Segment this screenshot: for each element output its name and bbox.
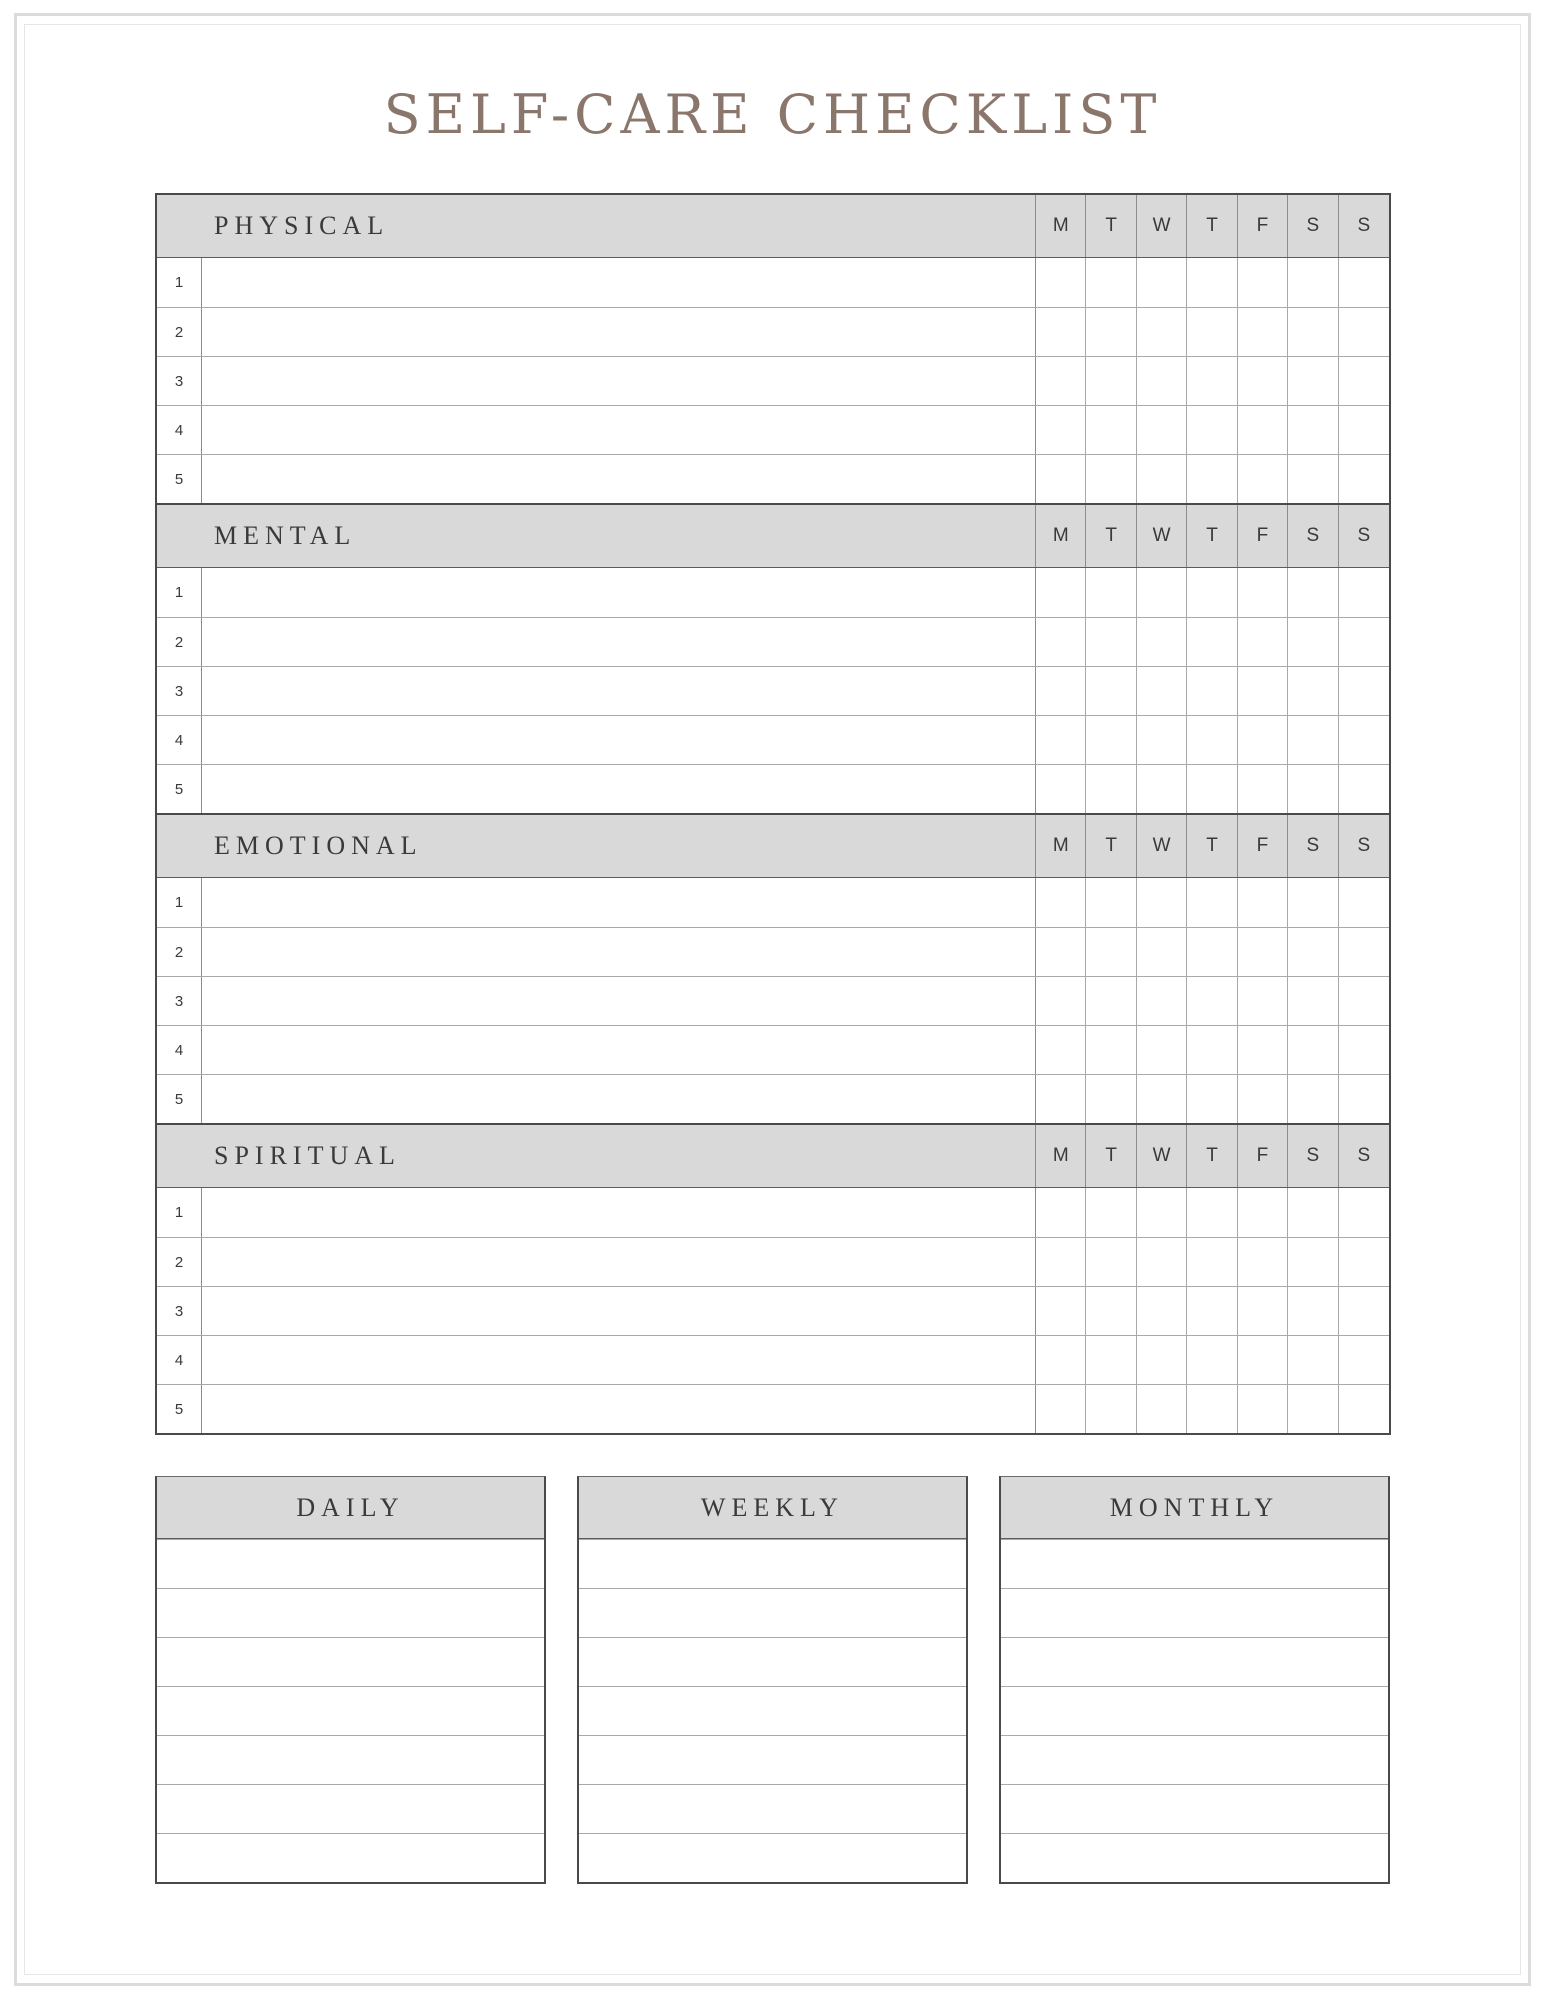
day-checkbox[interactable] <box>1036 1336 1086 1384</box>
day-checkbox[interactable] <box>1137 1385 1187 1433</box>
day-header: W <box>1137 815 1187 877</box>
day-header: M <box>1036 195 1086 257</box>
period-line[interactable] <box>157 1784 544 1833</box>
day-checkbox[interactable] <box>1288 1238 1338 1286</box>
day-checkbox[interactable] <box>1137 406 1187 454</box>
day-checkbox[interactable] <box>1036 1188 1086 1237</box>
day-checkbox[interactable] <box>1187 1385 1237 1433</box>
day-checkbox[interactable] <box>1137 1026 1187 1074</box>
day-checkbox[interactable] <box>1238 1026 1288 1074</box>
section-header <box>157 815 1389 878</box>
day-checkbox[interactable] <box>1137 928 1187 976</box>
checklist-row <box>157 1025 1389 1074</box>
row-number: 2 <box>157 1238 202 1286</box>
period-line[interactable] <box>157 1637 544 1686</box>
day-checkbox[interactable] <box>1288 1336 1338 1384</box>
task-field[interactable] <box>202 357 1036 405</box>
day-checkbox[interactable] <box>1036 1238 1086 1286</box>
day-checkbox[interactable] <box>1339 618 1389 666</box>
checklist-row <box>157 1188 1389 1237</box>
day-checkbox[interactable] <box>1187 406 1237 454</box>
day-checkbox[interactable] <box>1187 455 1237 503</box>
day-checkbox[interactable] <box>1238 1287 1288 1335</box>
task-field[interactable] <box>202 308 1036 356</box>
day-checkbox[interactable] <box>1086 618 1136 666</box>
day-checkbox[interactable] <box>1086 455 1136 503</box>
day-checkbox[interactable] <box>1137 667 1187 715</box>
section-physical <box>157 195 1389 503</box>
row-number: 4 <box>157 1026 202 1074</box>
day-checkbox[interactable] <box>1339 406 1389 454</box>
row-number: 3 <box>157 977 202 1025</box>
task-field[interactable] <box>202 1026 1036 1074</box>
day-checkbox[interactable] <box>1339 1075 1389 1123</box>
checklist-row <box>157 927 1389 976</box>
checklist-row <box>157 617 1389 666</box>
day-checkbox[interactable] <box>1187 568 1237 617</box>
day-header: W <box>1137 1125 1187 1187</box>
day-checkbox[interactable] <box>1238 928 1288 976</box>
day-checkbox[interactable] <box>1086 308 1136 356</box>
day-checkbox[interactable] <box>1137 878 1187 927</box>
day-checkbox[interactable] <box>1137 258 1187 307</box>
day-checkbox[interactable] <box>1086 1385 1136 1433</box>
day-checkbox[interactable] <box>1086 878 1136 927</box>
period-line[interactable] <box>157 1735 544 1784</box>
day-checkbox[interactable] <box>1238 878 1288 927</box>
day-checkbox[interactable] <box>1086 1075 1136 1123</box>
day-header: S <box>1357 835 1371 856</box>
day-checkbox[interactable] <box>1339 357 1389 405</box>
period-line[interactable] <box>157 1833 544 1882</box>
task-field[interactable] <box>202 568 1036 617</box>
day-checkbox[interactable] <box>1288 1026 1338 1074</box>
checklist-row <box>157 666 1389 715</box>
day-checkbox[interactable] <box>1288 878 1338 927</box>
task-field[interactable] <box>202 765 1036 813</box>
task-field[interactable] <box>202 977 1036 1025</box>
day-checkbox[interactable] <box>1137 568 1187 617</box>
day-header: F <box>1238 505 1288 567</box>
day-checkbox[interactable] <box>1036 308 1086 356</box>
day-checkbox[interactable] <box>1187 1238 1237 1286</box>
row-number: 1 <box>157 568 202 617</box>
day-header: S <box>1288 1125 1338 1187</box>
page-title: SELF-CARE CHECKLIST <box>383 83 1162 146</box>
row-number: 5 <box>157 1385 202 1433</box>
period-line[interactable] <box>1001 1735 1388 1784</box>
header-spacer <box>157 195 202 257</box>
section-title: SPIRITUAL <box>202 1125 1036 1187</box>
day-checkbox[interactable] <box>1288 765 1338 813</box>
day-checkbox[interactable] <box>1238 258 1288 307</box>
row-number: 4 <box>157 716 202 764</box>
day-header: S <box>1357 1145 1371 1166</box>
period-line[interactable] <box>157 1588 544 1637</box>
task-field[interactable] <box>202 1336 1036 1384</box>
day-checkbox[interactable] <box>1187 716 1237 764</box>
day-checkbox[interactable] <box>1288 568 1338 617</box>
day-header: S <box>1288 815 1338 877</box>
period-line[interactable] <box>579 1833 966 1882</box>
day-checkbox[interactable] <box>1086 1287 1136 1335</box>
day-checkbox[interactable] <box>1137 455 1187 503</box>
day-checkbox[interactable] <box>1086 406 1136 454</box>
day-checkbox[interactable] <box>1187 878 1237 927</box>
period-line[interactable] <box>1001 1833 1388 1882</box>
checklist-row <box>157 568 1389 617</box>
section-title: PHYSICAL <box>202 195 1036 257</box>
day-checkbox[interactable] <box>1086 1026 1136 1074</box>
day-checkbox[interactable] <box>1036 928 1086 976</box>
section-header <box>157 1125 1389 1188</box>
period-line[interactable] <box>579 1686 966 1735</box>
period-line[interactable] <box>1001 1784 1388 1833</box>
day-checkbox[interactable] <box>1086 1238 1136 1286</box>
period-title: WEEKLY <box>579 1477 966 1539</box>
day-checkbox[interactable] <box>1288 1188 1338 1237</box>
row-number: 2 <box>157 928 202 976</box>
period-line[interactable] <box>1001 1588 1388 1637</box>
row-number: 2 <box>157 308 202 356</box>
header-spacer <box>157 1125 202 1187</box>
day-checkbox[interactable] <box>1238 1075 1288 1123</box>
day-checkbox[interactable] <box>1339 1026 1389 1074</box>
row-number: 2 <box>157 618 202 666</box>
day-checkbox[interactable] <box>1137 618 1187 666</box>
period-line[interactable] <box>1001 1686 1388 1735</box>
day-checkbox[interactable] <box>1187 1287 1237 1335</box>
day-checkbox[interactable] <box>1339 258 1389 307</box>
day-checkbox[interactable] <box>1238 308 1288 356</box>
day-checkbox[interactable] <box>1137 1188 1187 1237</box>
task-field[interactable] <box>202 878 1036 927</box>
task-field[interactable] <box>202 1075 1036 1123</box>
day-header: M <box>1036 815 1086 877</box>
day-checkbox[interactable] <box>1036 1287 1086 1335</box>
day-checkbox[interactable] <box>1288 716 1338 764</box>
day-header: W <box>1137 505 1187 567</box>
day-checkbox[interactable] <box>1036 258 1086 307</box>
day-checkbox[interactable] <box>1339 667 1389 715</box>
day-checkbox[interactable] <box>1238 765 1288 813</box>
day-checkbox[interactable] <box>1187 977 1237 1025</box>
task-field[interactable] <box>202 716 1036 764</box>
day-header: T <box>1086 815 1136 877</box>
day-header: M <box>1036 505 1086 567</box>
task-field[interactable] <box>202 406 1036 454</box>
day-checkbox[interactable] <box>1036 1385 1086 1433</box>
day-checkbox[interactable] <box>1339 928 1389 976</box>
day-header: S <box>1357 525 1371 546</box>
row-number: 5 <box>157 455 202 503</box>
checklist-row <box>157 715 1389 764</box>
day-checkbox[interactable] <box>1238 1188 1288 1237</box>
day-checkbox[interactable] <box>1086 258 1136 307</box>
day-checkbox[interactable] <box>1036 568 1086 617</box>
day-checkbox[interactable] <box>1036 1075 1086 1123</box>
period-box-daily <box>155 1476 546 1884</box>
day-checkbox[interactable] <box>1036 455 1086 503</box>
day-checkbox[interactable] <box>1036 765 1086 813</box>
checklist-table <box>155 193 1391 1435</box>
checklist-row <box>157 764 1389 813</box>
task-field[interactable] <box>202 1238 1036 1286</box>
day-checkbox[interactable] <box>1036 878 1086 927</box>
checklist-row <box>157 878 1389 927</box>
checklist-row <box>157 1335 1389 1384</box>
day-checkbox[interactable] <box>1137 1287 1187 1335</box>
day-header: T <box>1187 1125 1237 1187</box>
section-header <box>157 195 1389 258</box>
row-number: 5 <box>157 765 202 813</box>
day-checkbox[interactable] <box>1288 977 1338 1025</box>
period-box-weekly <box>577 1476 968 1884</box>
day-header: F <box>1238 815 1288 877</box>
day-checkbox[interactable] <box>1288 308 1338 356</box>
checklist-row <box>157 405 1389 454</box>
day-checkbox[interactable] <box>1339 1287 1389 1335</box>
day-checkbox[interactable] <box>1036 667 1086 715</box>
period-title: DAILY <box>157 1477 544 1539</box>
day-checkbox[interactable] <box>1187 258 1237 307</box>
day-checkbox[interactable] <box>1238 618 1288 666</box>
day-checkbox[interactable] <box>1086 667 1136 715</box>
period-line[interactable] <box>579 1784 966 1833</box>
day-header: T <box>1086 505 1136 567</box>
task-field[interactable] <box>202 455 1036 503</box>
day-checkbox[interactable] <box>1238 357 1288 405</box>
row-number: 3 <box>157 1287 202 1335</box>
day-checkbox[interactable] <box>1339 1188 1389 1237</box>
section-title: MENTAL <box>202 505 1036 567</box>
day-checkbox[interactable] <box>1137 1238 1187 1286</box>
day-checkbox[interactable] <box>1288 357 1338 405</box>
day-checkbox[interactable] <box>1086 568 1136 617</box>
day-checkbox[interactable] <box>1339 455 1389 503</box>
day-checkbox[interactable] <box>1339 1336 1389 1384</box>
day-checkbox[interactable] <box>1036 406 1086 454</box>
day-header: W <box>1137 195 1187 257</box>
day-header: T <box>1187 505 1237 567</box>
day-checkbox[interactable] <box>1339 878 1389 927</box>
period-line[interactable] <box>579 1588 966 1637</box>
day-checkbox[interactable] <box>1288 667 1338 715</box>
day-header: T <box>1086 195 1136 257</box>
day-header: F <box>1238 195 1288 257</box>
day-checkbox[interactable] <box>1288 618 1338 666</box>
period-line[interactable] <box>157 1539 544 1588</box>
section-emotional <box>157 813 1389 1123</box>
day-checkbox[interactable] <box>1339 308 1389 356</box>
task-field[interactable] <box>202 258 1036 307</box>
day-checkbox[interactable] <box>1187 1026 1237 1074</box>
day-checkbox[interactable] <box>1238 406 1288 454</box>
day-header: M <box>1036 1125 1086 1187</box>
row-number: 1 <box>157 1188 202 1237</box>
day-checkbox[interactable] <box>1339 568 1389 617</box>
day-checkbox[interactable] <box>1288 1287 1338 1335</box>
day-checkbox[interactable] <box>1137 765 1187 813</box>
day-header: F <box>1238 1125 1288 1187</box>
checklist-row <box>157 1237 1389 1286</box>
row-number: 3 <box>157 667 202 715</box>
day-header: S <box>1288 505 1338 567</box>
row-number: 4 <box>157 406 202 454</box>
checklist-row <box>157 258 1389 307</box>
day-checkbox[interactable] <box>1187 1336 1237 1384</box>
day-checkbox[interactable] <box>1238 568 1288 617</box>
day-checkbox[interactable] <box>1339 1238 1389 1286</box>
day-header: S <box>1357 215 1371 236</box>
day-checkbox[interactable] <box>1137 716 1187 764</box>
day-checkbox[interactable] <box>1187 357 1237 405</box>
day-checkbox[interactable] <box>1288 1385 1338 1433</box>
day-checkbox[interactable] <box>1137 1075 1187 1123</box>
period-line[interactable] <box>579 1539 966 1588</box>
task-field[interactable] <box>202 1287 1036 1335</box>
day-checkbox[interactable] <box>1086 716 1136 764</box>
day-checkbox[interactable] <box>1036 1026 1086 1074</box>
row-number: 1 <box>157 258 202 307</box>
period-title: MONTHLY <box>1001 1477 1388 1539</box>
day-checkbox[interactable] <box>1086 357 1136 405</box>
day-checkbox[interactable] <box>1238 977 1288 1025</box>
day-checkbox[interactable] <box>1086 977 1136 1025</box>
period-line[interactable] <box>157 1686 544 1735</box>
day-checkbox[interactable] <box>1086 928 1136 976</box>
day-checkbox[interactable] <box>1187 928 1237 976</box>
day-checkbox[interactable] <box>1187 308 1237 356</box>
day-checkbox[interactable] <box>1036 977 1086 1025</box>
day-checkbox[interactable] <box>1137 977 1187 1025</box>
day-checkbox[interactable] <box>1238 1336 1288 1384</box>
row-number: 4 <box>157 1336 202 1384</box>
day-header: T <box>1187 195 1237 257</box>
day-checkbox[interactable] <box>1339 716 1389 764</box>
day-checkbox[interactable] <box>1187 667 1237 715</box>
day-checkbox[interactable] <box>1339 1385 1389 1433</box>
row-number: 1 <box>157 878 202 927</box>
checklist-row <box>157 1074 1389 1123</box>
task-field[interactable] <box>202 928 1036 976</box>
section-header <box>157 505 1389 568</box>
day-checkbox[interactable] <box>1238 455 1288 503</box>
day-checkbox[interactable] <box>1137 1336 1187 1384</box>
checklist-row <box>157 1384 1389 1433</box>
day-checkbox[interactable] <box>1288 1075 1338 1123</box>
checklist-row <box>157 454 1389 503</box>
period-line[interactable] <box>579 1735 966 1784</box>
day-checkbox[interactable] <box>1288 258 1338 307</box>
day-checkbox[interactable] <box>1288 406 1338 454</box>
day-header: T <box>1086 1125 1136 1187</box>
task-field[interactable] <box>202 667 1036 715</box>
day-checkbox[interactable] <box>1288 928 1338 976</box>
period-line[interactable] <box>1001 1637 1388 1686</box>
day-checkbox[interactable] <box>1238 1385 1288 1433</box>
day-checkbox[interactable] <box>1238 667 1288 715</box>
period-line[interactable] <box>1001 1539 1388 1588</box>
task-field[interactable] <box>202 618 1036 666</box>
day-header: T <box>1187 815 1237 877</box>
day-checkbox[interactable] <box>1187 618 1237 666</box>
section-spiritual <box>157 1123 1389 1433</box>
task-field[interactable] <box>202 1385 1036 1433</box>
period-line[interactable] <box>579 1637 966 1686</box>
day-checkbox[interactable] <box>1086 1188 1136 1237</box>
day-checkbox[interactable] <box>1187 1075 1237 1123</box>
row-number: 3 <box>157 357 202 405</box>
day-checkbox[interactable] <box>1036 357 1086 405</box>
task-field[interactable] <box>202 1188 1036 1237</box>
day-checkbox[interactable] <box>1238 716 1288 764</box>
day-checkbox[interactable] <box>1187 1188 1237 1237</box>
day-checkbox[interactable] <box>1086 1336 1136 1384</box>
section-mental <box>157 503 1389 813</box>
day-checkbox[interactable] <box>1339 765 1389 813</box>
day-header: S <box>1288 195 1338 257</box>
day-checkbox[interactable] <box>1288 455 1338 503</box>
section-title: EMOTIONAL <box>202 815 1036 877</box>
day-checkbox[interactable] <box>1187 765 1237 813</box>
day-checkbox[interactable] <box>1339 977 1389 1025</box>
checklist-row <box>157 356 1389 405</box>
period-box-monthly <box>999 1476 1390 1884</box>
day-checkbox[interactable] <box>1137 308 1187 356</box>
day-checkbox[interactable] <box>1086 765 1136 813</box>
header-spacer <box>157 815 202 877</box>
row-number: 5 <box>157 1075 202 1123</box>
checklist-row <box>157 307 1389 356</box>
checklist-row <box>157 1286 1389 1335</box>
day-checkbox[interactable] <box>1137 357 1187 405</box>
day-checkbox[interactable] <box>1238 1238 1288 1286</box>
checklist-row <box>157 976 1389 1025</box>
day-checkbox[interactable] <box>1036 716 1086 764</box>
header-spacer <box>157 505 202 567</box>
day-checkbox[interactable] <box>1036 618 1086 666</box>
